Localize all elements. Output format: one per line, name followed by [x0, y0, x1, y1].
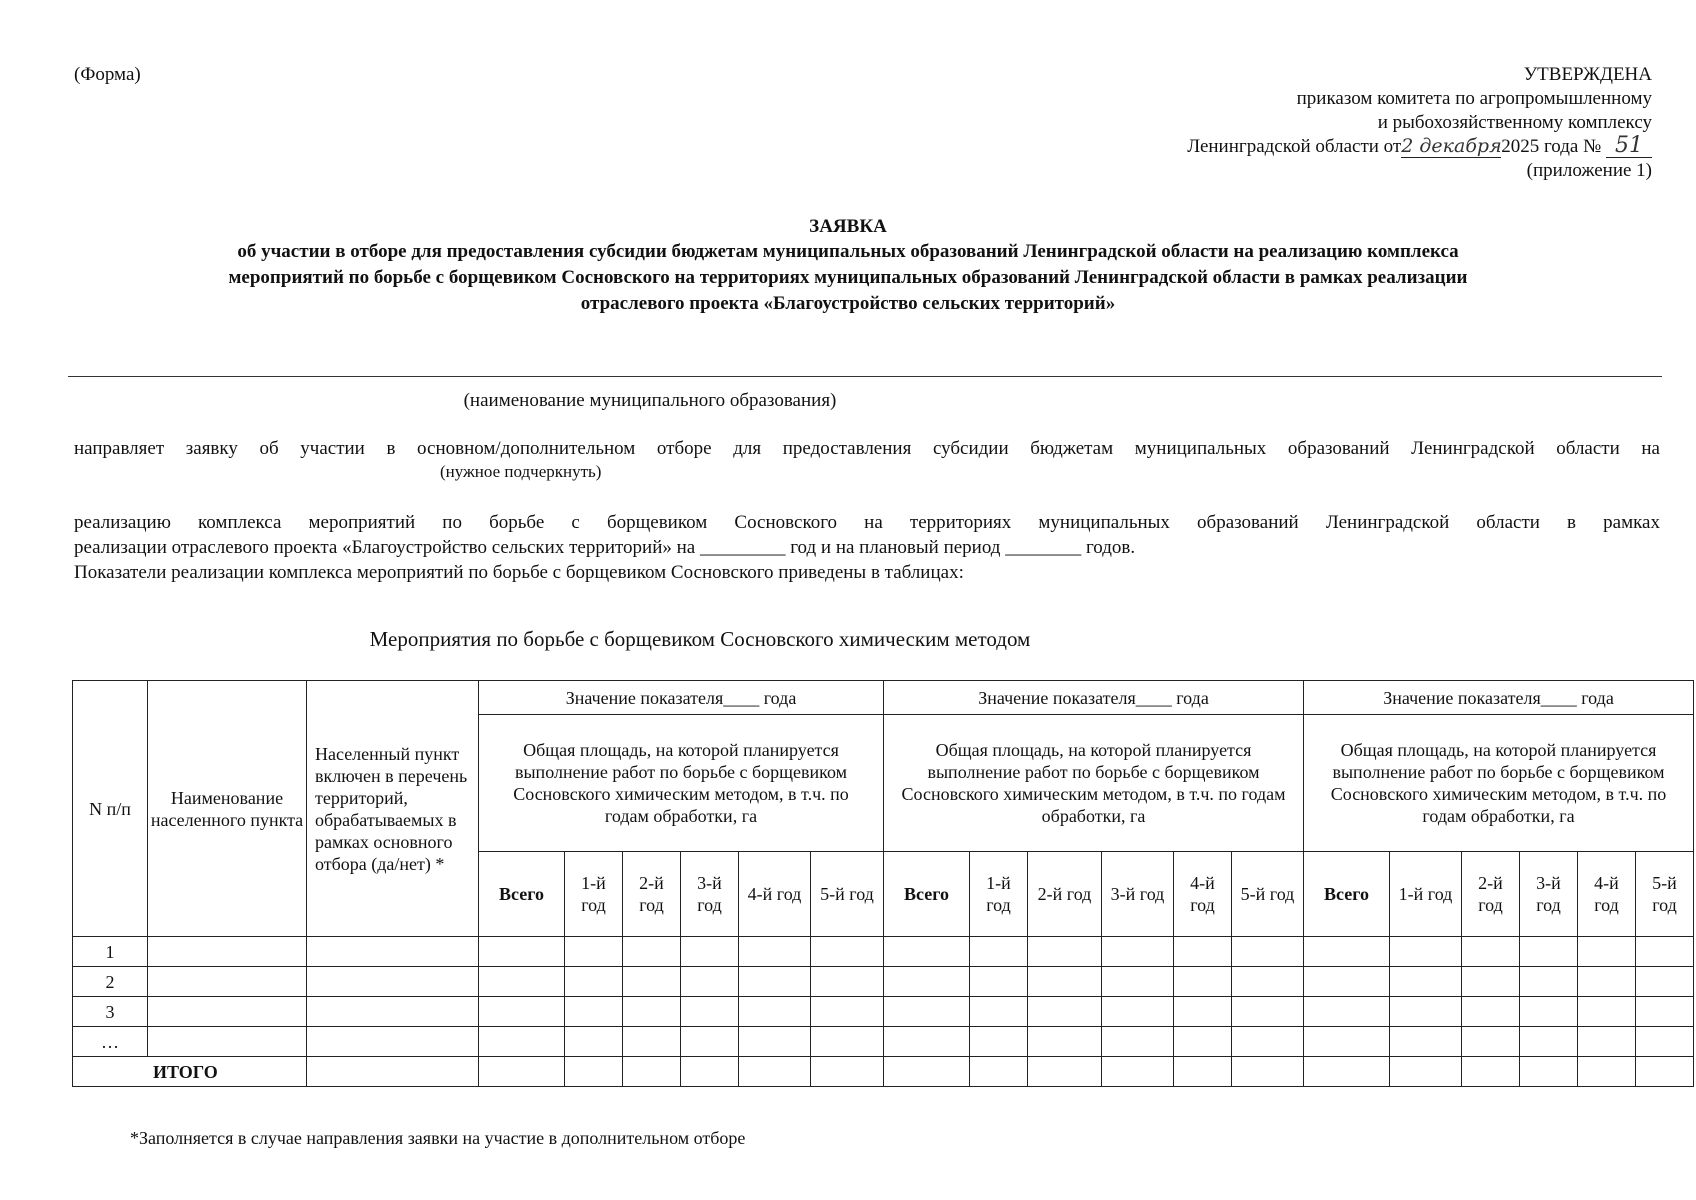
- col-year-3: 3-й год: [1520, 852, 1578, 937]
- col-year-5: 5-й год: [1636, 852, 1694, 937]
- col-header-num: N п/п: [73, 681, 148, 937]
- group-sub-2: Общая площадь, на которой планируется выполнение работ по борьбе с борщевиком Сосновского химическим методом, в т.ч. по годам обработки, га: [884, 715, 1304, 852]
- group-header-2: Значение показателя____ года: [884, 681, 1304, 715]
- col-header-name: Наименование населенного пункта: [148, 681, 307, 937]
- row-number: 3: [73, 997, 148, 1027]
- col-year-3: 3-й год: [681, 852, 739, 937]
- table-title: Мероприятия по борьбе с борщевиком Сосновского химическим методом: [369, 627, 1031, 651]
- col-year-4: 4-й год: [739, 852, 811, 937]
- document-subtitle-line1: об участии в отборе для предоставления субсидии бюджетам муниципальных образований Ленинградской области на реализацию комплекса: [237, 241, 1459, 262]
- approval-line4: (приложение 1): [1526, 160, 1652, 181]
- col-year-3: 3-й год: [1102, 852, 1174, 937]
- approval-line3: [952, 135, 1652, 159]
- form-label: (Форма): [74, 64, 141, 85]
- col-year-5: 5-й год: [811, 852, 884, 937]
- municipality-caption: (наименование муниципального образования): [463, 390, 837, 411]
- group-sub-1: Общая площадь, на которой планируется выполнение работ по борьбе с борщевиком Сосновского химическим методом, в т.ч. по годам обработки, га: [479, 715, 884, 852]
- indicators-table: [72, 680, 1694, 1087]
- row-number: 2: [73, 967, 148, 997]
- row-number: 1: [73, 937, 148, 967]
- table-total-row: [73, 1057, 1694, 1087]
- col-year-2: 2-й год: [1028, 852, 1102, 937]
- document-title: ЗАЯВКА: [809, 216, 887, 237]
- table-row: [73, 937, 1694, 967]
- col-year-5: 5-й год: [1232, 852, 1304, 937]
- municipality-line: [68, 376, 1662, 377]
- group-header-3: Значение показателя____ года: [1304, 681, 1694, 715]
- col-header-included: Населенный пункт включен в перечень территорий, обрабатываемых в рамках основного отбора (да/нет) *: [307, 681, 479, 937]
- col-year-4: 4-й год: [1174, 852, 1232, 937]
- document-subtitle-line2: мероприятий по борьбе с борщевиком Сосновского на территориях муниципальных образований Ленинградской области в рамках реализации: [228, 267, 1468, 288]
- col-year-1: 1-й год: [970, 852, 1028, 937]
- col-total-3: Всего: [1304, 852, 1390, 937]
- approval-line3-middle: 2025 года №: [1501, 136, 1602, 157]
- table-row: [73, 1027, 1694, 1057]
- col-year-2: 2-й год: [1462, 852, 1520, 937]
- footnote: *Заполняется в случае направления заявки на участие в дополнительном отборе: [130, 1128, 746, 1148]
- handwritten-date: 2 декабря: [1401, 135, 1502, 157]
- row-number: …: [73, 1027, 148, 1057]
- group-sub-3: Общая площадь, на которой планируется выполнение работ по борьбе с борщевиком Сосновского химическим методом, в т.ч. по годам обработки, га: [1304, 715, 1694, 852]
- col-year-2: 2-й год: [623, 852, 681, 937]
- approval-line3-prefix: Ленинградской области от: [1187, 136, 1402, 157]
- col-total-2: Всего: [884, 852, 970, 937]
- underline-note: (нужное подчеркнуть): [440, 462, 602, 481]
- approval-line1: приказом комитета по агропромышленному: [1296, 88, 1652, 109]
- col-total-1: Всего: [479, 852, 565, 937]
- total-label: ИТОГО: [73, 1057, 307, 1087]
- col-year-4: 4-й год: [1578, 852, 1636, 937]
- body-line3: реализации отраслевого проекта «Благоустройство сельских территорий» на _________ год и на плановый период ________ годов.: [74, 537, 1136, 558]
- group-header-1: Значение показателя____ года: [479, 681, 884, 715]
- handwritten-number: 51: [1606, 135, 1652, 158]
- table-row: [73, 997, 1694, 1027]
- approval-title: УТВЕРЖДЕНА: [1523, 64, 1652, 85]
- body-line1: направляет заявку об участии в основном/дополнительном отборе для предоставления субсидии бюджетам муниципальных образований Ленинградской области на: [74, 438, 1660, 459]
- col-year-1: 1-й год: [1390, 852, 1462, 937]
- document-subtitle-line3: отраслевого проекта «Благоустройство сельских территорий»: [580, 293, 1116, 314]
- approval-line2: и рыбохозяйственному комплексу: [1377, 112, 1652, 133]
- body-line4: Показатели реализации комплекса мероприятий по борьбе с борщевиком Сосновского приведены в таблицах:: [74, 562, 964, 583]
- col-year-1: 1-й год: [565, 852, 623, 937]
- body-line2: реализацию комплекса мероприятий по борьбе с борщевиком Сосновского на территориях муниципальных образований Ленинградской области в рамках: [74, 512, 1660, 533]
- table-row: [73, 967, 1694, 997]
